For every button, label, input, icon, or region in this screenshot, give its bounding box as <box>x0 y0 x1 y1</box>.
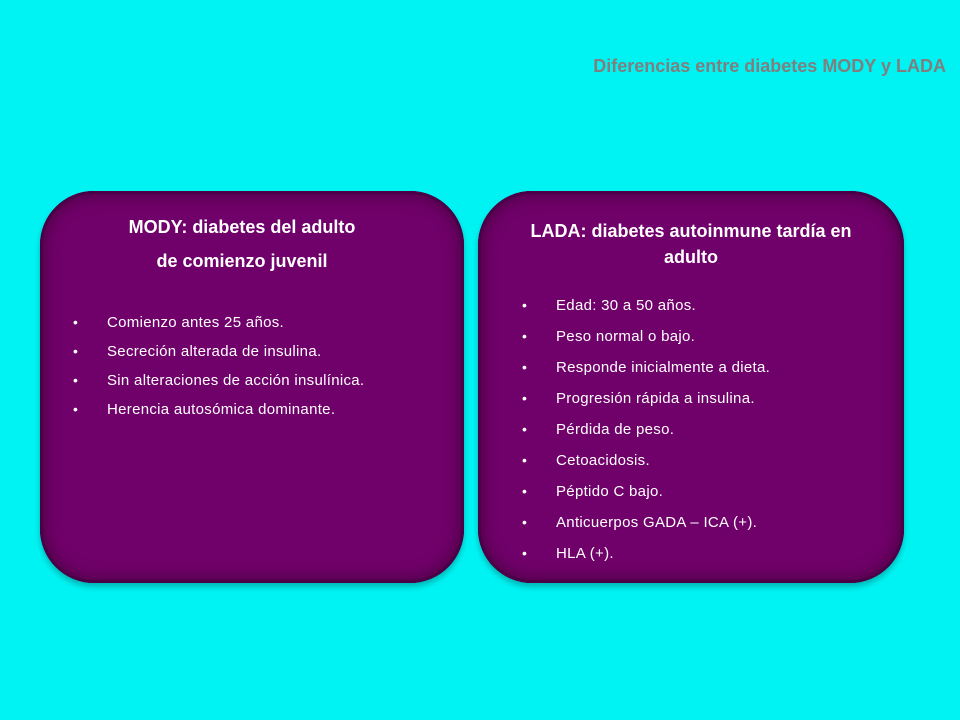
bullet-icon: • <box>522 452 528 468</box>
list-item-text: Pérdida de peso. <box>556 421 675 438</box>
list-item-text: Secreción alterada de insulina. <box>107 343 322 360</box>
list-item <box>73 308 364 337</box>
bullet-icon: • <box>73 314 79 330</box>
lada-list <box>522 290 770 569</box>
bullet-icon: • <box>522 390 528 406</box>
bullet-icon: • <box>522 514 528 530</box>
bullet-icon: • <box>522 297 528 313</box>
lada-box <box>478 191 904 583</box>
list-item <box>522 352 770 383</box>
list-item <box>522 321 770 352</box>
mody-list <box>73 308 364 424</box>
bullet-icon: • <box>522 328 528 344</box>
list-item-text: Herencia autosómica dominante. <box>107 401 336 418</box>
slide-title: Diferencias entre diabetes MODY y LADA <box>593 56 946 76</box>
list-item <box>522 507 770 538</box>
list-item-text: Sin alteraciones de acción insulínica. <box>107 372 365 389</box>
list-item <box>522 383 770 414</box>
bullet-icon: • <box>522 359 528 375</box>
list-item <box>522 538 770 569</box>
list-item-text: Péptido C bajo. <box>556 483 664 500</box>
list-item <box>73 395 364 424</box>
list-item <box>522 476 770 507</box>
list-item-text: Progresión rápida a insulina. <box>556 390 755 407</box>
bullet-icon: • <box>73 372 79 388</box>
list-item-text: Anticuerpos GADA – ICA (+). <box>556 514 758 531</box>
bullet-icon: • <box>522 421 528 437</box>
list-item-text: Peso normal o bajo. <box>556 328 696 345</box>
list-item-text: Responde inicialmente a dieta. <box>556 359 771 376</box>
list-item <box>522 290 770 321</box>
list-item-text: Cetoacidosis. <box>556 452 650 469</box>
list-item-text: HLA (+). <box>556 545 614 562</box>
mody-box <box>40 191 464 583</box>
list-item-text: Edad: 30 a 50 años. <box>556 297 696 314</box>
bullet-icon: • <box>73 401 79 417</box>
list-item <box>73 337 364 366</box>
bullet-icon: • <box>73 343 79 359</box>
mody-heading: MODY: diabetes del adulto de comienzo juvenil <box>128 217 356 271</box>
bullet-icon: • <box>522 545 528 561</box>
list-item <box>522 445 770 476</box>
bullet-icon: • <box>522 483 528 499</box>
list-item <box>73 366 364 395</box>
list-item-text: Comienzo antes 25 años. <box>107 314 285 331</box>
list-item <box>522 414 770 445</box>
lada-heading: LADA: diabetes autoinmune tardía en adulto <box>530 221 852 267</box>
